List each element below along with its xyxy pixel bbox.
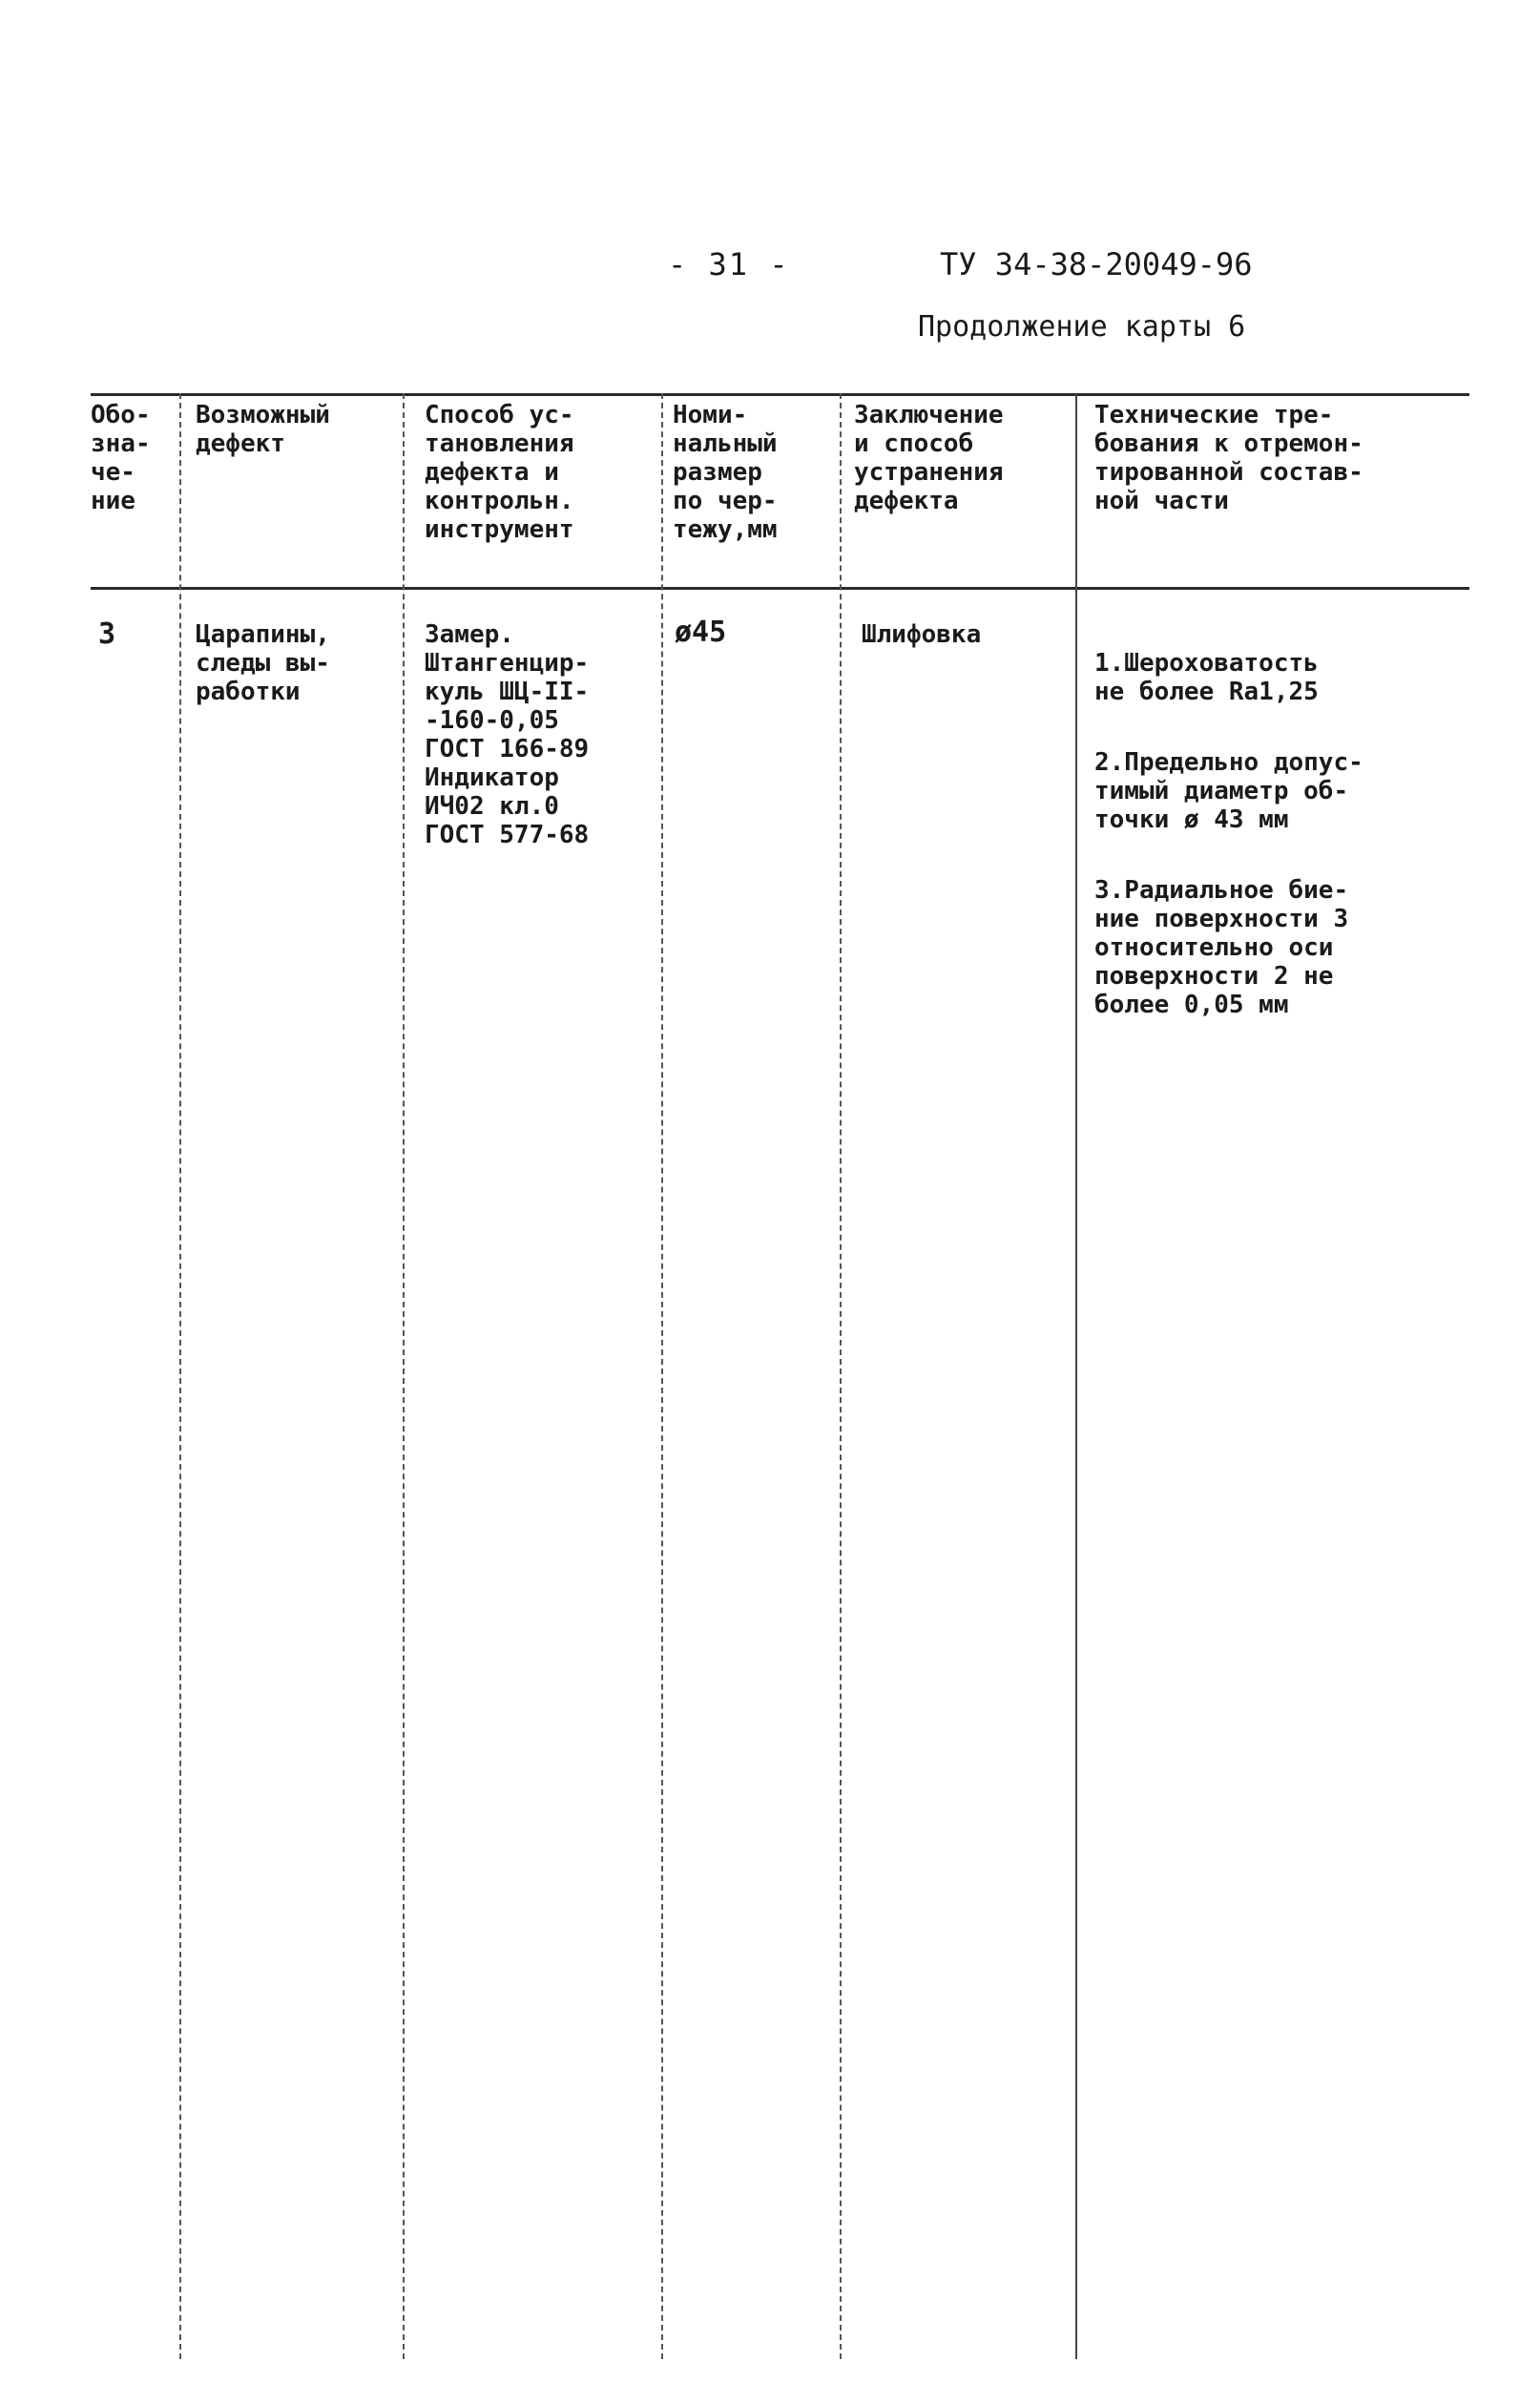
continuation-label: Продолжение карты 6	[918, 310, 1246, 344]
column-divider	[661, 393, 663, 2359]
defect-table	[91, 393, 1469, 2359]
column-header-requirements: Технические тре- бования к отремон- тированной состав- ной части	[1094, 401, 1363, 515]
column-header-method: Способ ус- тановления дефекта и контрольн. инструмент	[425, 401, 574, 544]
requirement-item: 1.Шероховатость не более Ra1,25	[1094, 649, 1319, 706]
cell-designation: 3	[98, 617, 116, 651]
table-top-rule	[91, 393, 1469, 396]
column-divider	[403, 393, 405, 2359]
column-header-nominal-size: Номи- нальный размер по чер- тежу,мм	[673, 401, 778, 544]
cell-nominal-size: ø45	[675, 616, 727, 649]
column-header-defect: Возможный дефект	[196, 401, 330, 458]
column-divider	[1075, 393, 1077, 2359]
column-header-conclusion: Заключение и способ устранения дефекта	[854, 401, 1004, 515]
requirement-item: 3.Радиальное бие- ние поверхности 3 относительно оси поверхности 2 не более 0,05 мм	[1094, 876, 1349, 1019]
document-code: ТУ 34-38-20049-96	[940, 246, 1253, 282]
column-divider	[840, 393, 842, 2359]
cell-defect: Царапины, следы вы- работки	[196, 620, 330, 706]
column-header-designation: Обо- зна- че- ние	[91, 401, 151, 515]
cell-conclusion: Шлифовка	[862, 620, 982, 649]
column-divider	[179, 393, 181, 2359]
header-bottom-rule	[91, 587, 1469, 590]
cell-requirements	[1094, 620, 1467, 1061]
page-number: - 31 -	[668, 246, 790, 282]
requirement-item: 2.Предельно допус- тимый диаметр об- точки ø 43 мм	[1094, 748, 1363, 834]
cell-method: Замер. Штангенцир- куль ШЦ-II- -160-0,05 ГОСТ 166-89 Индикатор ИЧ02 кл.0 ГОСТ 577-68	[425, 620, 590, 849]
